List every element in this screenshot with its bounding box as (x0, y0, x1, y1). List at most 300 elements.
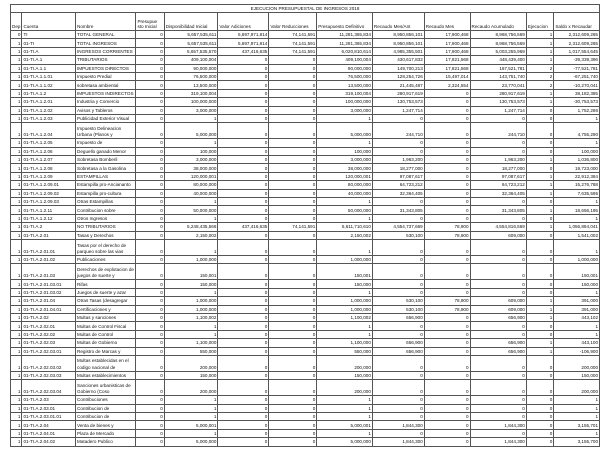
cell-ejecucion[interactable]: 1 (526, 305, 553, 313)
cell-saldo-x-recaudar[interactable]: 1,541,002 (554, 231, 600, 239)
cell-saldo-x-recaudar[interactable]: 1,000,000 (554, 255, 600, 263)
cell-cuenta[interactable]: 01-TI.A.1.2.09 (22, 172, 76, 180)
cell-disponibilidad-inicial[interactable]: 5,000,001 (164, 421, 218, 429)
cell-valor-adiciones[interactable]: 0 (218, 438, 269, 446)
cell-valor-reducciones[interactable]: 0 (269, 429, 317, 437)
cell-dep[interactable]: 1 (11, 114, 22, 122)
cell-recaudo-mes[interactable]: 0 (424, 438, 470, 446)
cell-valor-reducciones[interactable]: 0 (269, 313, 317, 321)
cell-cuenta[interactable]: 01-TI.A.2.02.03 (22, 339, 76, 347)
cell-recaudo-mes-ant[interactable]: 0 (372, 214, 424, 222)
cell-disponibilidad-inicial[interactable]: 1,100,000 (164, 339, 218, 347)
cell-recaudo-mes[interactable]: 78,900 (424, 231, 470, 239)
cell-recaudo-mes[interactable]: 0 (424, 189, 470, 197)
cell-nombre[interactable]: Tasas por el derecho de parqueo sobre las vias (76, 239, 136, 255)
cell-valor-adiciones[interactable]: 0 (218, 421, 269, 429)
cell-valor-adiciones[interactable]: 0 (218, 404, 269, 412)
cell-recaudo-mes-ant[interactable]: 0 (372, 264, 424, 280)
cell-ejecucion[interactable]: 1 (526, 339, 553, 347)
cell-presupuesto-inicial[interactable]: 0 (136, 106, 164, 114)
cell-cuenta[interactable]: 01-TI.A.2 (22, 223, 76, 231)
cell-recaudo-acumulado[interactable]: 448,439,400 (470, 56, 526, 64)
cell-saldo-x-recaudar[interactable]: 1 (554, 198, 600, 206)
cell-valor-reducciones[interactable]: 0 (269, 181, 317, 189)
cell-saldo-x-recaudar[interactable]: 1 (554, 322, 600, 330)
cell-recaudo-mes-ant[interactable]: 430,617,832 (372, 56, 424, 64)
cell-dep[interactable]: 1 (11, 89, 22, 97)
cell-cuenta[interactable]: 01-TI.A.1 (22, 56, 76, 64)
cell-presupuesto-definitivo[interactable]: 5,000,000 (317, 123, 373, 139)
cell-recaudo-acumulado[interactable]: 0 (470, 288, 526, 296)
cell-valor-adiciones[interactable]: 0 (218, 81, 269, 89)
cell-nombre[interactable]: Sanciones urbanisticas de Gobierno (Coso (76, 380, 136, 396)
cell-presupuesto-inicial[interactable]: 0 (136, 396, 164, 404)
cell-saldo-x-recaudar[interactable]: 38,182,385 (554, 89, 600, 97)
cell-cuenta[interactable]: 01-TI.A.2.02.03.01 (22, 347, 76, 355)
cell-valor-adiciones[interactable]: 0 (218, 123, 269, 139)
cell-dep[interactable]: 1 (11, 206, 22, 214)
cell-valor-adiciones[interactable]: 0 (218, 297, 269, 305)
cell-valor-adiciones[interactable]: 0 (218, 172, 269, 180)
cell-disponibilidad-inicial[interactable]: 5,000,000 (164, 438, 218, 446)
cell-ejecucion[interactable]: 1 (526, 297, 553, 305)
cell-valor-adiciones[interactable]: 0 (218, 231, 269, 239)
cell-nombre[interactable]: Impuesto Predial (76, 72, 136, 80)
cell-nombre[interactable]: sobretasa ambiental (76, 81, 136, 89)
cell-saldo-x-recaudar[interactable]: 150,000 (554, 280, 600, 288)
cell-valor-reducciones[interactable]: 0 (269, 239, 317, 255)
cell-saldo-x-recaudar[interactable]: 15,276,788 (554, 181, 600, 189)
cell-saldo-x-recaudar[interactable]: 1 (554, 139, 600, 147)
cell-presupuesto-definitivo[interactable]: 11,281,365,834 (317, 39, 373, 47)
cell-valor-adiciones[interactable]: 0 (218, 280, 269, 288)
cell-disponibilidad-inicial[interactable]: 5,000,000 (164, 123, 218, 139)
cell-saldo-x-recaudar[interactable]: 150,000 (554, 371, 600, 379)
cell-recaudo-mes-ant[interactable]: 32,364,405 (372, 189, 424, 197)
cell-valor-reducciones[interactable]: 0 (269, 371, 317, 379)
cell-cuenta[interactable]: 01-TI.A.2.03.01.01 (22, 413, 76, 421)
cell-dep[interactable]: 1 (11, 72, 22, 80)
cell-recaudo-acumulado[interactable]: 0 (470, 280, 526, 288)
cell-valor-adiciones[interactable]: 0 (218, 380, 269, 396)
cell-nombre[interactable]: Multas establecidas en el codigo nacional de (76, 355, 136, 371)
cell-saldo-x-recaudar[interactable]: 4,755,290 (554, 123, 600, 139)
cell-valor-adiciones[interactable]: 0 (218, 322, 269, 330)
cell-recaudo-mes-ant[interactable]: 656,900 (372, 347, 424, 355)
cell-cuenta[interactable]: 01-TI.A.1.2.02 (22, 106, 76, 114)
cell-disponibilidad-inicial[interactable]: 38,000,000 (164, 164, 218, 172)
cell-recaudo-mes[interactable]: 0 (424, 172, 470, 180)
cell-recaudo-mes[interactable]: 17,900,468 (424, 47, 470, 55)
cell-nombre[interactable]: Impuesto de (76, 139, 136, 147)
cell-valor-adiciones[interactable]: 0 (218, 189, 269, 197)
cell-recaudo-acumulado[interactable]: 0 (470, 355, 526, 371)
cell-dep[interactable]: 1 (11, 305, 22, 313)
cell-recaudo-acumulado[interactable]: 8,968,756,569 (470, 31, 526, 39)
cell-valor-adiciones[interactable]: 437,416,635 (218, 223, 269, 231)
cell-presupuesto-definitivo[interactable]: 409,100,004 (317, 56, 373, 64)
cell-presupuesto-definitivo[interactable]: 90,000,000 (317, 64, 373, 72)
cell-recaudo-mes[interactable]: 0 (424, 264, 470, 280)
cell-valor-reducciones[interactable]: 0 (269, 64, 317, 72)
cell-presupuesto-inicial[interactable]: 0 (136, 255, 164, 263)
cell-valor-adiciones[interactable]: 437,416,635 (218, 47, 269, 55)
cell-recaudo-mes-ant[interactable]: 8,950,856,101 (372, 39, 424, 47)
cell-dep[interactable]: 1 (11, 421, 22, 429)
cell-valor-reducciones[interactable]: 0 (269, 147, 317, 155)
cell-disponibilidad-inicial[interactable]: 1 (164, 114, 218, 122)
cell-cuenta[interactable]: 01-TI.A (22, 47, 76, 55)
cell-presupuesto-inicial[interactable]: 0 (136, 239, 164, 255)
cell-dep[interactable]: 1 (11, 339, 22, 347)
cell-ejecucion[interactable]: 1 (526, 181, 553, 189)
cell-disponibilidad-inicial[interactable]: 1,000,000 (164, 305, 218, 313)
cell-valor-adiciones[interactable]: 0 (218, 255, 269, 263)
cell-disponibilidad-inicial[interactable]: 1 (164, 239, 218, 255)
cell-disponibilidad-inicial[interactable]: 50,000,000 (164, 206, 218, 214)
cell-saldo-x-recaudar[interactable]: -67,251,740 (554, 72, 600, 80)
cell-cuenta[interactable]: 01-TI.A.1.2 (22, 89, 76, 97)
cell-valor-reducciones[interactable]: 0 (269, 288, 317, 296)
cell-recaudo-mes[interactable]: 0 (424, 164, 470, 172)
cell-recaudo-mes[interactable]: 0 (424, 322, 470, 330)
cell-valor-reducciones[interactable]: 0 (269, 214, 317, 222)
cell-cuenta[interactable]: 01-TI.A.2.02.03.02 (22, 355, 76, 371)
cell-presupuesto-inicial[interactable]: 0 (136, 72, 164, 80)
cell-dep[interactable]: 1 (11, 39, 22, 47)
cell-valor-adiciones[interactable]: 0 (218, 164, 269, 172)
cell-disponibilidad-inicial[interactable]: 5,657,535,611 (164, 39, 218, 47)
cell-recaudo-mes[interactable]: 0 (424, 123, 470, 139)
cell-dep[interactable]: 1 (11, 322, 22, 330)
cell-presupuesto-inicial[interactable]: 0 (136, 404, 164, 412)
cell-presupuesto-inicial[interactable]: 0 (136, 164, 164, 172)
cell-ejecucion[interactable]: 0 (526, 214, 553, 222)
cell-dep[interactable]: 1 (11, 347, 22, 355)
cell-disponibilidad-inicial[interactable]: 1 (164, 139, 218, 147)
cell-dep[interactable]: 0 (11, 31, 22, 39)
cell-recaudo-mes[interactable]: 0 (424, 147, 470, 155)
cell-valor-adiciones[interactable]: 0 (218, 89, 269, 97)
cell-recaudo-mes[interactable]: 0 (424, 89, 470, 97)
cell-presupuesto-inicial[interactable]: 0 (136, 322, 164, 330)
cell-recaudo-acumulado[interactable]: 1,247,714 (470, 106, 526, 114)
cell-nombre[interactable]: TRIBUTARIOS (76, 56, 136, 64)
cell-recaudo-mes-ant[interactable]: 1,844,300 (372, 421, 424, 429)
cell-presupuesto-inicial[interactable]: 0 (136, 64, 164, 72)
cell-presupuesto-definitivo[interactable]: 1 (317, 288, 373, 296)
cell-presupuesto-inicial[interactable]: 0 (136, 172, 164, 180)
cell-dep[interactable]: 1 (11, 404, 22, 412)
cell-recaudo-mes[interactable]: 15,497,014 (424, 72, 470, 80)
cell-valor-adiciones[interactable]: 0 (218, 305, 269, 313)
cell-valor-reducciones[interactable]: 0 (269, 413, 317, 421)
cell-ejecucion[interactable]: 1 (526, 56, 553, 64)
cell-recaudo-mes-ant[interactable]: 244,710 (372, 123, 424, 139)
cell-ejecucion[interactable]: 0 (526, 114, 553, 122)
cell-recaudo-mes-ant[interactable]: 128,254,726 (372, 72, 424, 80)
cell-presupuesto-inicial[interactable]: 0 (136, 214, 164, 222)
cell-valor-adiciones[interactable]: 0 (218, 206, 269, 214)
cell-presupuesto-definitivo[interactable]: 38,000,000 (317, 164, 373, 172)
cell-saldo-x-recaudar[interactable]: 443,100 (554, 339, 600, 347)
cell-recaudo-mes-ant[interactable]: 0 (372, 198, 424, 206)
cell-recaudo-mes-ant[interactable]: 0 (372, 255, 424, 263)
cell-recaudo-mes[interactable]: 17,900,468 (424, 39, 470, 47)
cell-nombre[interactable]: Contribucion sobre (76, 206, 136, 214)
cell-dep[interactable]: 1 (11, 396, 22, 404)
cell-recaudo-acumulado[interactable]: 0 (470, 239, 526, 255)
cell-recaudo-acumulado[interactable]: 0 (470, 255, 526, 263)
cell-saldo-x-recaudar[interactable]: 7,635,595 (554, 189, 600, 197)
cell-recaudo-mes-ant[interactable]: 1,844,300 (372, 438, 424, 446)
cell-recaudo-acumulado[interactable]: 609,000 (470, 231, 526, 239)
cell-recaudo-mes-ant[interactable]: 0 (372, 396, 424, 404)
cell-ejecucion[interactable]: 1 (526, 156, 553, 164)
cell-nombre[interactable]: Otras Estampillas (76, 198, 136, 206)
cell-presupuesto-inicial[interactable]: 0 (136, 156, 164, 164)
cell-saldo-x-recaudar[interactable]: 200,000 (554, 355, 600, 371)
cell-recaudo-mes-ant[interactable]: 0 (372, 380, 424, 396)
cell-cuenta[interactable]: 01-TI.A.2.01.04.01 (22, 305, 76, 313)
cell-ejecucion[interactable]: 0 (526, 371, 553, 379)
cell-presupuesto-inicial[interactable]: 0 (136, 264, 164, 280)
cell-recaudo-mes-ant[interactable]: 0 (372, 147, 424, 155)
cell-recaudo-acumulado[interactable]: 609,000 (470, 305, 526, 313)
cell-ejecucion[interactable]: 0 (526, 429, 553, 437)
cell-recaudo-mes-ant[interactable]: 0 (372, 322, 424, 330)
cell-presupuesto-inicial[interactable]: 0 (136, 56, 164, 64)
cell-valor-reducciones[interactable]: 0 (269, 156, 317, 164)
cell-dep[interactable]: 1 (11, 231, 22, 239)
cell-nombre[interactable]: ESTAMPILLAS (76, 172, 136, 180)
cell-presupuesto-definitivo[interactable]: 150,000 (317, 371, 373, 379)
cell-presupuesto-definitivo[interactable]: 76,500,000 (317, 72, 373, 80)
cell-dep[interactable]: 1 (11, 64, 22, 72)
cell-recaudo-mes-ant[interactable]: 18,277,000 (372, 164, 424, 172)
cell-cuenta[interactable]: 01-TI.A.1.1.01 (22, 72, 76, 80)
cell-presupuesto-definitivo[interactable]: 1,100,000 (317, 339, 373, 347)
cell-nombre[interactable]: Plaza de Mercado (76, 429, 136, 437)
cell-saldo-x-recaudar[interactable]: 19,723,000 (554, 164, 600, 172)
cell-cuenta[interactable]: 01-TI.A.2.02.02 (22, 330, 76, 338)
cell-presupuesto-definitivo[interactable]: 5,611,710,610 (317, 223, 373, 231)
cell-nombre[interactable]: Otros Ingresos (76, 214, 136, 222)
cell-valor-reducciones[interactable]: 0 (269, 72, 317, 80)
cell-presupuesto-definitivo[interactable]: 6,020,810,614 (317, 47, 373, 55)
cell-dep[interactable]: 1 (11, 371, 22, 379)
cell-dep[interactable]: 1 (11, 189, 22, 197)
cell-recaudo-mes[interactable]: 78,900 (424, 305, 470, 313)
cell-presupuesto-definitivo[interactable]: 100,000 (317, 147, 373, 155)
cell-recaudo-acumulado[interactable]: 0 (470, 139, 526, 147)
cell-saldo-x-recaudar[interactable]: 2,312,609,265 (554, 31, 600, 39)
cell-ejecucion[interactable]: 2 (526, 81, 553, 89)
cell-recaudo-mes-ant[interactable]: 8,950,856,101 (372, 31, 424, 39)
cell-presupuesto-inicial[interactable]: 0 (136, 330, 164, 338)
cell-presupuesto-inicial[interactable]: 0 (136, 189, 164, 197)
cell-cuenta[interactable]: 01-TI.A.1.2.09.03 (22, 198, 76, 206)
cell-recaudo-acumulado[interactable]: 8,968,756,569 (470, 39, 526, 47)
cell-recaudo-acumulado[interactable]: 130,753,573 (470, 98, 526, 106)
cell-cuenta[interactable]: 01-TI.A.1.1.02 (22, 81, 76, 89)
cell-valor-reducciones[interactable]: 74,141,591 (269, 39, 317, 47)
cell-recaudo-mes[interactable]: 0 (424, 330, 470, 338)
cell-valor-adiciones[interactable]: 0 (218, 106, 269, 114)
cell-valor-reducciones[interactable]: 0 (269, 164, 317, 172)
cell-nombre[interactable]: Publicaciones (76, 255, 136, 263)
cell-presupuesto-definitivo[interactable]: 1 (317, 322, 373, 330)
cell-recaudo-acumulado[interactable]: 1,844,300 (470, 438, 526, 446)
cell-valor-reducciones[interactable]: 0 (269, 106, 317, 114)
cell-presupuesto-definitivo[interactable]: 50,000,000 (317, 206, 373, 214)
cell-valor-adiciones[interactable]: 0 (218, 198, 269, 206)
cell-recaudo-mes-ant[interactable]: 21,445,487 (372, 81, 424, 89)
cell-recaudo-mes[interactable]: 78,900 (424, 297, 470, 305)
cell-presupuesto-inicial[interactable]: 0 (136, 413, 164, 421)
cell-recaudo-acumulado[interactable]: 0 (470, 322, 526, 330)
cell-valor-adiciones[interactable]: 0 (218, 330, 269, 338)
cell-saldo-x-recaudar[interactable]: 1,036,800 (554, 156, 600, 164)
cell-recaudo-mes-ant[interactable]: 31,343,805 (372, 206, 424, 214)
cell-presupuesto-inicial[interactable]: 0 (136, 313, 164, 321)
cell-valor-adiciones[interactable]: 0 (218, 239, 269, 255)
cell-cuenta[interactable]: TI (22, 31, 76, 39)
cell-presupuesto-definitivo[interactable]: 319,100,004 (317, 89, 373, 97)
cell-presupuesto-inicial[interactable]: 0 (136, 305, 164, 313)
cell-recaudo-mes[interactable]: 0 (424, 198, 470, 206)
cell-valor-adiciones[interactable]: 0 (218, 355, 269, 371)
cell-recaudo-mes[interactable]: 0 (424, 206, 470, 214)
cell-presupuesto-definitivo[interactable]: 40,000,000 (317, 189, 373, 197)
cell-presupuesto-inicial[interactable]: 0 (136, 288, 164, 296)
cell-saldo-x-recaudar[interactable]: 1 (554, 396, 600, 404)
cell-ejecucion[interactable]: 0 (526, 106, 553, 114)
cell-saldo-x-recaudar[interactable]: 18,656,195 (554, 206, 600, 214)
cell-recaudo-mes[interactable]: 0 (424, 339, 470, 347)
cell-recaudo-mes[interactable]: 78,900 (424, 223, 470, 231)
cell-saldo-x-recaudar[interactable]: 150,001 (554, 264, 600, 280)
cell-saldo-x-recaudar[interactable]: 1,017,554,645 (554, 47, 600, 55)
cell-presupuesto-inicial[interactable]: 0 (136, 347, 164, 355)
cell-valor-reducciones[interactable]: 0 (269, 421, 317, 429)
cell-ejecucion[interactable]: 1 (526, 47, 553, 55)
cell-ejecucion[interactable]: 0 (526, 280, 553, 288)
cell-cuenta[interactable]: 01-TI.A.2.01.04 (22, 297, 76, 305)
cell-dep[interactable]: 1 (11, 147, 22, 155)
cell-valor-reducciones[interactable]: 0 (269, 198, 317, 206)
cell-recaudo-mes[interactable]: 0 (424, 347, 470, 355)
cell-recaudo-mes-ant[interactable]: 656,900 (372, 313, 424, 321)
cell-recaudo-acumulado[interactable]: 244,710 (470, 123, 526, 139)
cell-valor-adiciones[interactable]: 0 (218, 114, 269, 122)
cell-dep[interactable]: 1 (11, 164, 22, 172)
cell-recaudo-acumulado[interactable]: 1,844,300 (470, 421, 526, 429)
cell-recaudo-acumulado[interactable]: 0 (470, 330, 526, 338)
cell-cuenta[interactable]: 01-TI.A.1.2.08 (22, 164, 76, 172)
cell-dep[interactable]: 1 (11, 413, 22, 421)
cell-saldo-x-recaudar[interactable]: 1,056,894,041 (554, 223, 600, 231)
cell-valor-reducciones[interactable]: 0 (269, 322, 317, 330)
cell-nombre[interactable]: Impuesto Delineacion Urbana (Planos y (76, 123, 136, 139)
cell-presupuesto-definitivo[interactable]: 11,281,365,834 (317, 31, 373, 39)
cell-valor-reducciones[interactable]: 74,141,591 (269, 47, 317, 55)
cell-dep[interactable]: 1 (11, 106, 22, 114)
cell-cuenta[interactable]: 01-TI.A.2.04.02 (22, 438, 76, 446)
cell-valor-adiciones[interactable]: 0 (218, 371, 269, 379)
cell-disponibilidad-inicial[interactable]: 2,150,002 (164, 231, 218, 239)
cell-disponibilidad-inicial[interactable]: 150,001 (164, 264, 218, 280)
cell-recaudo-acumulado[interactable]: 0 (470, 147, 526, 155)
cell-ejecucion[interactable]: 1 (526, 223, 553, 231)
cell-nombre[interactable]: NO TRIBUTARIOS (76, 223, 136, 231)
cell-recaudo-mes[interactable]: 0 (424, 380, 470, 396)
cell-ejecucion[interactable]: 2 (526, 72, 553, 80)
cell-dep[interactable]: 1 (11, 98, 22, 106)
cell-cuenta[interactable]: 01-TI.A.2.02.03.03 (22, 371, 76, 379)
cell-presupuesto-inicial[interactable]: 0 (136, 339, 164, 347)
cell-recaudo-acumulado[interactable]: 656,900 (470, 347, 526, 355)
cell-nombre[interactable]: Multas de Control Fiscal (76, 322, 136, 330)
cell-recaudo-mes-ant[interactable]: 0 (372, 330, 424, 338)
cell-presupuesto-definitivo[interactable]: 1 (317, 404, 373, 412)
cell-valor-adiciones[interactable]: 0 (218, 313, 269, 321)
cell-recaudo-acumulado[interactable]: 32,364,405 (470, 189, 526, 197)
cell-dep[interactable]: 1 (11, 123, 22, 139)
cell-recaudo-mes[interactable]: 0 (424, 98, 470, 106)
cell-disponibilidad-inicial[interactable]: 3,000,000 (164, 156, 218, 164)
cell-ejecucion[interactable]: 0 (526, 123, 553, 139)
cell-presupuesto-inicial[interactable]: 0 (136, 206, 164, 214)
cell-recaudo-acumulado[interactable]: 4,554,816,569 (470, 223, 526, 231)
cell-saldo-x-recaudar[interactable]: 1 (554, 239, 600, 255)
cell-recaudo-acumulado[interactable]: 0 (470, 264, 526, 280)
cell-nombre[interactable]: Registro de Marcas y (76, 347, 136, 355)
cell-valor-reducciones[interactable]: 0 (269, 114, 317, 122)
cell-recaudo-mes-ant[interactable]: 0 (372, 139, 424, 147)
cell-dep[interactable]: 1 (11, 355, 22, 371)
cell-valor-reducciones[interactable]: 74,141,591 (269, 31, 317, 39)
cell-cuenta[interactable]: 01-TI.A.2.01 (22, 231, 76, 239)
cell-ejecucion[interactable]: 1 (526, 313, 553, 321)
cell-recaudo-mes-ant[interactable]: 0 (372, 239, 424, 255)
cell-presupuesto-inicial[interactable]: 0 (136, 223, 164, 231)
cell-ejecucion[interactable]: 0 (526, 355, 553, 371)
cell-recaudo-acumulado[interactable]: 0 (470, 429, 526, 437)
cell-recaudo-mes-ant[interactable]: 0 (372, 280, 424, 288)
cell-recaudo-acumulado[interactable]: 280,917,619 (470, 89, 526, 97)
cell-recaudo-mes-ant[interactable]: 0 (372, 355, 424, 371)
cell-dep[interactable]: 1 (11, 330, 22, 338)
cell-recaudo-acumulado[interactable]: 0 (470, 380, 526, 396)
cell-nombre[interactable]: Juegos de suerte y azar (76, 288, 136, 296)
cell-recaudo-mes-ant[interactable]: 4,554,737,669 (372, 223, 424, 231)
cell-nombre[interactable]: Matadero Publico (76, 438, 136, 446)
cell-ejecucion[interactable]: 0 (526, 413, 553, 421)
cell-recaudo-mes-ant[interactable]: 149,700,213 (372, 64, 424, 72)
cell-presupuesto-definitivo[interactable]: 1 (317, 139, 373, 147)
cell-nombre[interactable]: Industria y Comercio (76, 98, 136, 106)
cell-nombre[interactable]: Otras Tasas (desagregar (76, 297, 136, 305)
cell-disponibilidad-inicial[interactable]: 1,100,002 (164, 313, 218, 321)
cell-presupuesto-definitivo[interactable]: 5,000,000 (317, 438, 373, 446)
cell-valor-reducciones[interactable]: 0 (269, 404, 317, 412)
cell-ejecucion[interactable]: 0 (526, 255, 553, 263)
cell-dep[interactable]: 1 (11, 380, 22, 396)
cell-presupuesto-inicial[interactable]: 0 (136, 355, 164, 371)
cell-disponibilidad-inicial[interactable]: 13,500,000 (164, 81, 218, 89)
cell-valor-adiciones[interactable]: 0 (218, 214, 269, 222)
